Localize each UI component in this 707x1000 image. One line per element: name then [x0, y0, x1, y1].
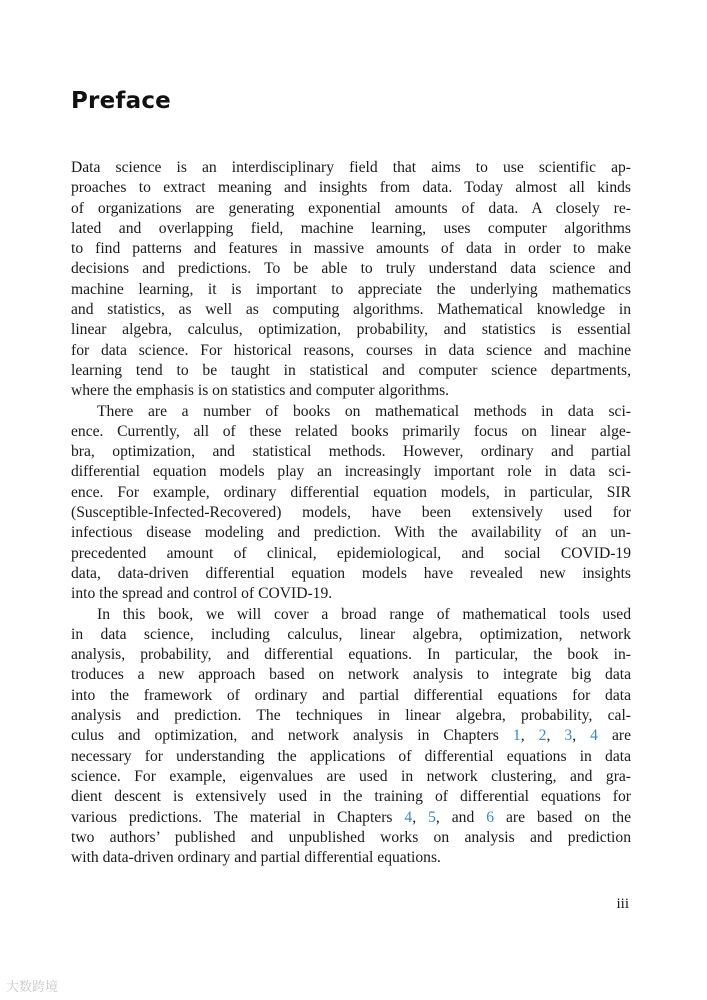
paragraph	[71, 158, 631, 402]
watermark-text: 大数跨境	[6, 980, 59, 995]
page-number: iii	[616, 896, 629, 912]
text-line: Data science is an interdisciplinary field that aims to use scientific ap-	[71, 159, 631, 176]
text-line: necessary for understanding the applications of differential equations in data	[71, 747, 631, 765]
chapter-link[interactable]: 2	[538, 727, 547, 745]
text-line: troduces a new approach based on network analysis to integrate big data	[71, 666, 631, 684]
chapter-link[interactable]: 6	[486, 808, 494, 826]
text-line: culus and optimization, and network analysis in Chapters 1, 2, 3, 4 are	[71, 727, 632, 745]
page-title: Preface	[71, 88, 171, 114]
text-line: where the emphasis is on statistics and computer algorithms.	[71, 382, 450, 400]
text-line: In this book, we will cover a broad range of mathematical tools used	[97, 605, 631, 623]
text-line: to find patterns and features in massive amounts of data in order to make	[71, 240, 631, 258]
text-line: bra, optimization, and statistical methods. However, ordinary and partial	[71, 443, 631, 461]
text-line: proaches to extract meaning and insights from data. Today almost all kinds	[71, 179, 631, 197]
text-line: There are a number of books on mathematical methods in data sci-	[97, 402, 631, 420]
preface-body	[71, 158, 631, 868]
chapter-link[interactable]: 5	[428, 808, 436, 826]
text-line: science. For example, eigenvalues are used in network clustering, and gra-	[71, 767, 631, 785]
text-line: into the spread and control of COVID-19.	[71, 585, 333, 603]
chapter-link[interactable]: 4	[404, 808, 413, 826]
text-line: data, data-driven differential equation models have revealed new insights	[71, 564, 631, 582]
text-line: precedented amount of clinical, epidemiological, and social COVID-19	[71, 544, 631, 562]
text-line: dient descent is extensively used in the training of differential equations for	[71, 788, 631, 806]
text-line: lated and overlapping field, machine learning, uses computer algorithms	[71, 219, 631, 237]
text-line: for data science. For historical reasons, courses in data science and machine	[71, 341, 631, 359]
text-line: machine learning, it is important to appreciate the underlying mathematics	[71, 280, 631, 298]
chapter-link[interactable]: 1	[512, 727, 521, 745]
text-line: learning tend to be taught in statistical and computer science departments,	[71, 361, 631, 379]
text-line: linear algebra, calculus, optimization, probability, and statistics is essential	[71, 321, 631, 339]
text-line: various predictions. The material in Chapters 4, 5, and 6 are based on the	[71, 808, 631, 826]
text-line: in data science, including calculus, linear algebra, optimization, network	[71, 625, 631, 643]
text-line: analysis, probability, and differential equations. In particular, the book in-	[71, 646, 631, 664]
paragraph	[71, 605, 631, 869]
text-line: ence. Currently, all of these related books primarily focus on linear alge-	[71, 422, 631, 440]
chapter-link[interactable]: 4	[590, 727, 598, 745]
text-line: ence. For example, ordinary differential equation models, in particular, SIR	[71, 483, 631, 501]
text-line: (Susceptible-Infected-Recovered) models, have been extensively used for	[71, 504, 631, 522]
text-line: into the framework of ordinary and partial differential equations for data	[71, 686, 631, 704]
text-line: of organizations are generating exponential amounts of data. A closely re-	[71, 199, 631, 217]
text-line: decisions and predictions. To be able to truly understand data science and	[71, 260, 631, 278]
text-line: differential equation models play an increasingly important role in data sci-	[71, 463, 631, 481]
text-line: analysis and prediction. The techniques in linear algebra, probability, cal-	[71, 707, 631, 725]
paragraph	[71, 402, 631, 605]
chapter-link[interactable]: 3	[564, 727, 573, 745]
text-line: infectious disease modeling and prediction. With the availability of an un-	[71, 524, 631, 542]
text-line: with data-driven ordinary and partial differential equations.	[71, 849, 441, 867]
text-line: two authors’ published and unpublished works on analysis and prediction	[71, 828, 631, 846]
text-line: and statistics, as well as computing algorithms. Mathematical knowledge in	[71, 301, 631, 319]
